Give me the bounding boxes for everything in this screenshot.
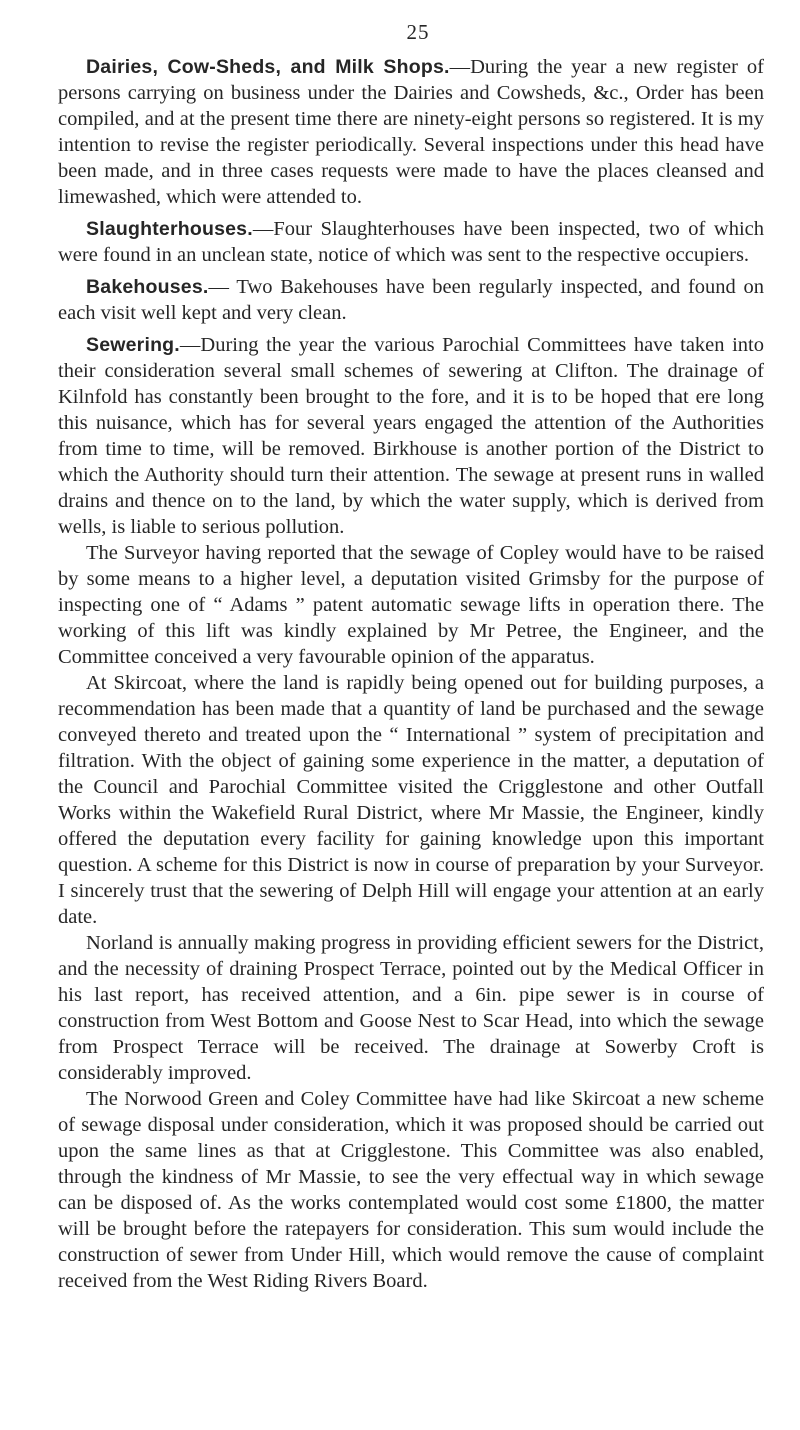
paragraph-norwood-green: The Norwood Green and Coley Committee have had like Skircoat a new scheme of sewage disposal under consideration, which it was proposed should be carried out upon the same lines as that at Crigglestone. This Committee was also enabled, through the kindness of Mr Massie, to see the very effectual way in which sewage can be disposed of. As the works contemplated would cost some £1800, the matter will be brought before the ratepayers for consideration. This sum would include the construction of sewer from Under Hill, which would remove the cause of complaint received from the West Riding Rivers Board. — [58, 1088, 764, 1292]
paragraph-copley: The Surveyor having reported that the sewage of Copley would have to be raised by some means to a higher level, a deputation visited Grimsby for the purpose of inspecting one of “ Adams ” patent automatic sewage lifts in operation there. The working of this lift was kindly explained by Mr Petree, the Engineer, and the Committee conceived a very favourable opinion of the apparatus. — [58, 542, 764, 668]
section-dairies — [58, 54, 764, 210]
section-sewering — [58, 332, 764, 540]
text-dairies: —During the year a new register of persons carrying on business under the Dairies and Cowsheds, &c., Order has been compiled, and at the present time there are ninety-eight persons so registered. It is my intention to revise the register periodically. Several inspections under this head have been made, and in three cases requests were made to have the places cleansed and limewashed, which were attended to. — [58, 56, 764, 208]
paragraph-skircoat: At Skircoat, where the land is rapidly being opened out for building purposes, a recommendation has been made that a quantity of land be purchased and the sewage conveyed thereto and treated upon the “ International ” system of precipitation and filtration. With the object of gaining some experience in the matter, a deputation of the Council and Parochial Committee visited the Crigglestone and other Outfall Works within the Wakefield Rural District, where Mr Massie, the Engineer, kindly offered the deputation every facility for gaining knowledge upon this important question. A scheme for this District is now in course of preparation by your Surveyor. I sincerely trust that the sewering of Delph Hill will engage your attention at an early date. — [58, 672, 764, 928]
page-number: 25 — [406, 20, 430, 44]
text-bakehouses: — Two Bakehouses have been regularly inspected, and found on each visit well kept and very clean. — [58, 276, 764, 324]
heading-bakehouses: Bakehouses. — [86, 276, 209, 298]
heading-sewering: Sewering. — [86, 334, 180, 356]
section-bakehouses — [58, 274, 764, 326]
text-sewering: —During the year the various Parochial Committees have taken into their consideration several small schemes of sewering at Clifton. The drainage of Kilnfold has constantly been brought to the fore, and it is to be hoped that ere long this nuisance, which has for several years engaged the attention of the Authorities from time to time, will be removed. Birkhouse is another portion of the District to which the Authority should turn their attention. The sewage at present runs in walled drains and thence on to the land, by which the water supply, which is derived from wells, is liable to serious pollution. — [58, 334, 764, 538]
section-slaughterhouses — [58, 216, 764, 268]
heading-dairies: Dairies, Cow-Sheds, and Milk Shops. — [86, 56, 450, 78]
heading-slaughterhouses: Slaughterhouses. — [86, 218, 253, 240]
text-slaughterhouses: —Four Slaughterhouses have been inspected, two of which were found in an unclean state, notice of which was sent to the respective occupiers. — [58, 218, 764, 266]
paragraph-norland: Norland is annually making progress in providing efficient sewers for the District, and the necessity of draining Prospect Terrace, pointed out by the Medical Officer in his last report, has received attention, and a 6in. pipe sewer is in course of construction from West Bottom and Goose Nest to Scar Head, into which the sewage from Prospect Terrace will be received. The drainage at Sowerby Croft is considerably improved. — [58, 932, 764, 1084]
